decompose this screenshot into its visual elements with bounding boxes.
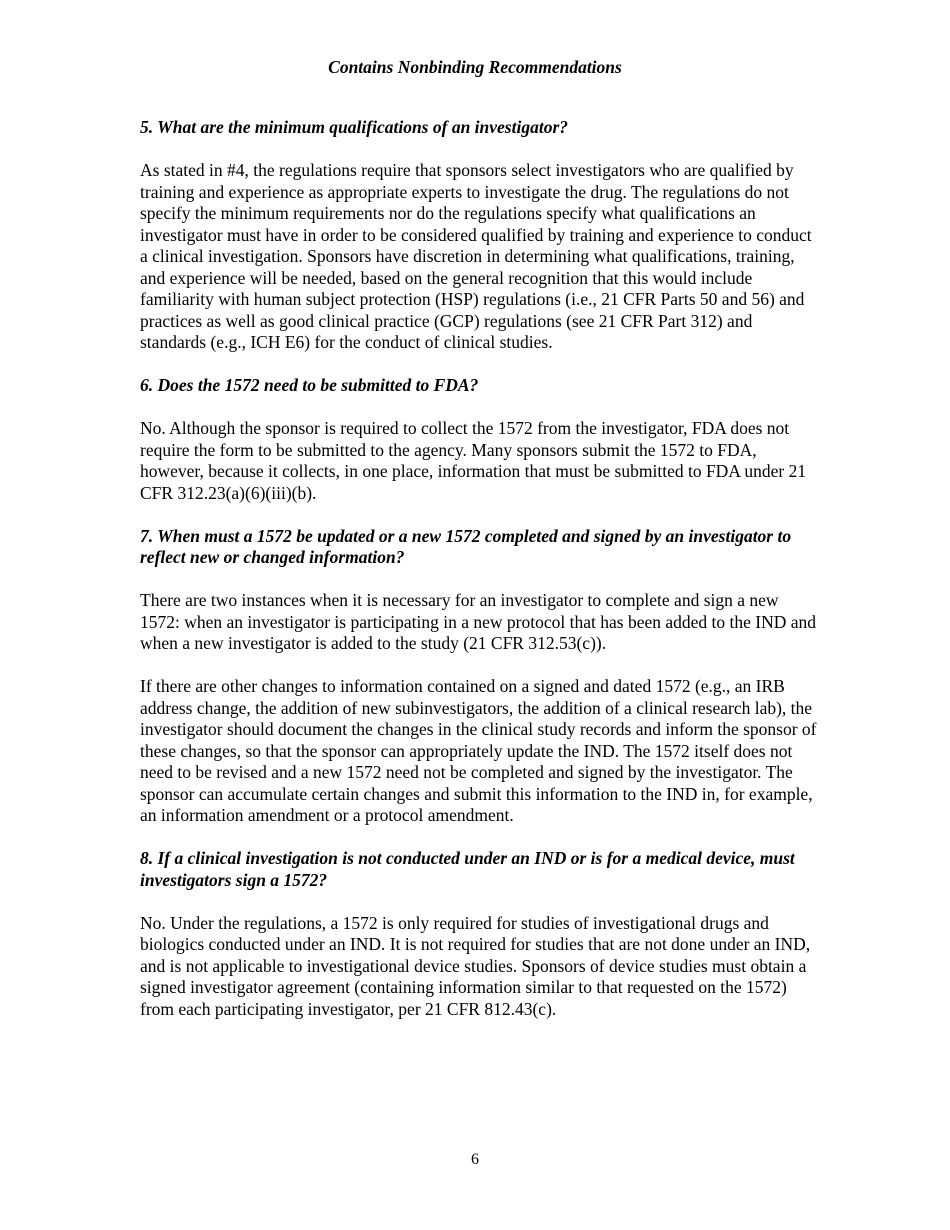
answer-paragraph: If there are other changes to information contained on a signed and dated 1572 (e.g., an IRB address change, the addition of new subinvestigators, the addition of a clinical research lab), the investigator should document the changes in the clinical study records and inform the sponsor of these changes, so that the sponsor can appropriately update the IND. The 1572 itself does not need to be revised and a new 1572 need not be completed and signed by the investigator. The sponsor can accumulate certain changes and submit this information to the IND in, for example, an information amendment or a protocol amendment.: [140, 676, 817, 825]
section-q5: [140, 117, 820, 354]
document-body: [140, 117, 820, 1042]
question-heading: 8. If a clinical investigation is not conducted under an IND or is for a medical device, must investigators sign a 1572?: [140, 848, 795, 890]
section-q8: [140, 848, 820, 1020]
question-heading: 6. Does the 1572 need to be submitted to FDA?: [140, 375, 479, 395]
answer-paragraph: No. Under the regulations, a 1572 is only required for studies of investigational drugs and biologics conducted under an IND. It is not required for studies that are not done under an IND, and is not applicable to investigational device studies. Sponsors of device studies must obtain a signed investigator agreement (containing information similar to that requested on the 1572) from each participating investigator, per 21 CFR 812.43(c).: [140, 912, 811, 1019]
page-number: 6: [471, 1151, 479, 1168]
answer-paragraph: As stated in #4, the regulations require that sponsors select investigators who are qualified by training and experience as appropriate experts to investigate the drug. The regulations do not specify the minimum requirements nor do the regulations specify what qualifications an investigator must have in order to be considered qualified by training and experience to conduct a clinical investigation. Sponsors have discretion in determining what qualifications, training, and experience will be needed, based on the general recognition that this would include familiarity with human subject protection (HSP) regulations (i.e., 21 CFR Parts 50 and 56) and practices as well as good clinical practice (GCP) regulations (see 21 CFR Part 312) and standards (e.g., ICH E6) for the conduct of clinical studies.: [140, 160, 812, 352]
answer-paragraph: No. Although the sponsor is required to collect the 1572 from the investigator, FDA does not require the form to be submitted to the agency. Many sponsors submit the 1572 to FDA, however, because it collects, in one place, information that must be submitted to FDA under 21 CFR 312.23(a)(6)(iii)(b).: [140, 418, 807, 503]
section-q6: [140, 375, 820, 504]
answer-paragraph: There are two instances when it is necessary for an investigator to complete and sign a new 1572: when an investigator is participating in a new protocol that has been added to the IND and when a new investigator is added to the study (21 CFR 312.53(c)).: [140, 590, 816, 653]
question-heading: 7. When must a 1572 be updated or a new 1572 completed and signed by an investigator to reflect new or changed information?: [140, 525, 792, 567]
page-header: Contains Nonbinding Recommendations: [328, 57, 622, 77]
section-q7: [140, 526, 820, 827]
question-heading: 5. What are the minimum qualifications of an investigator?: [140, 117, 569, 137]
